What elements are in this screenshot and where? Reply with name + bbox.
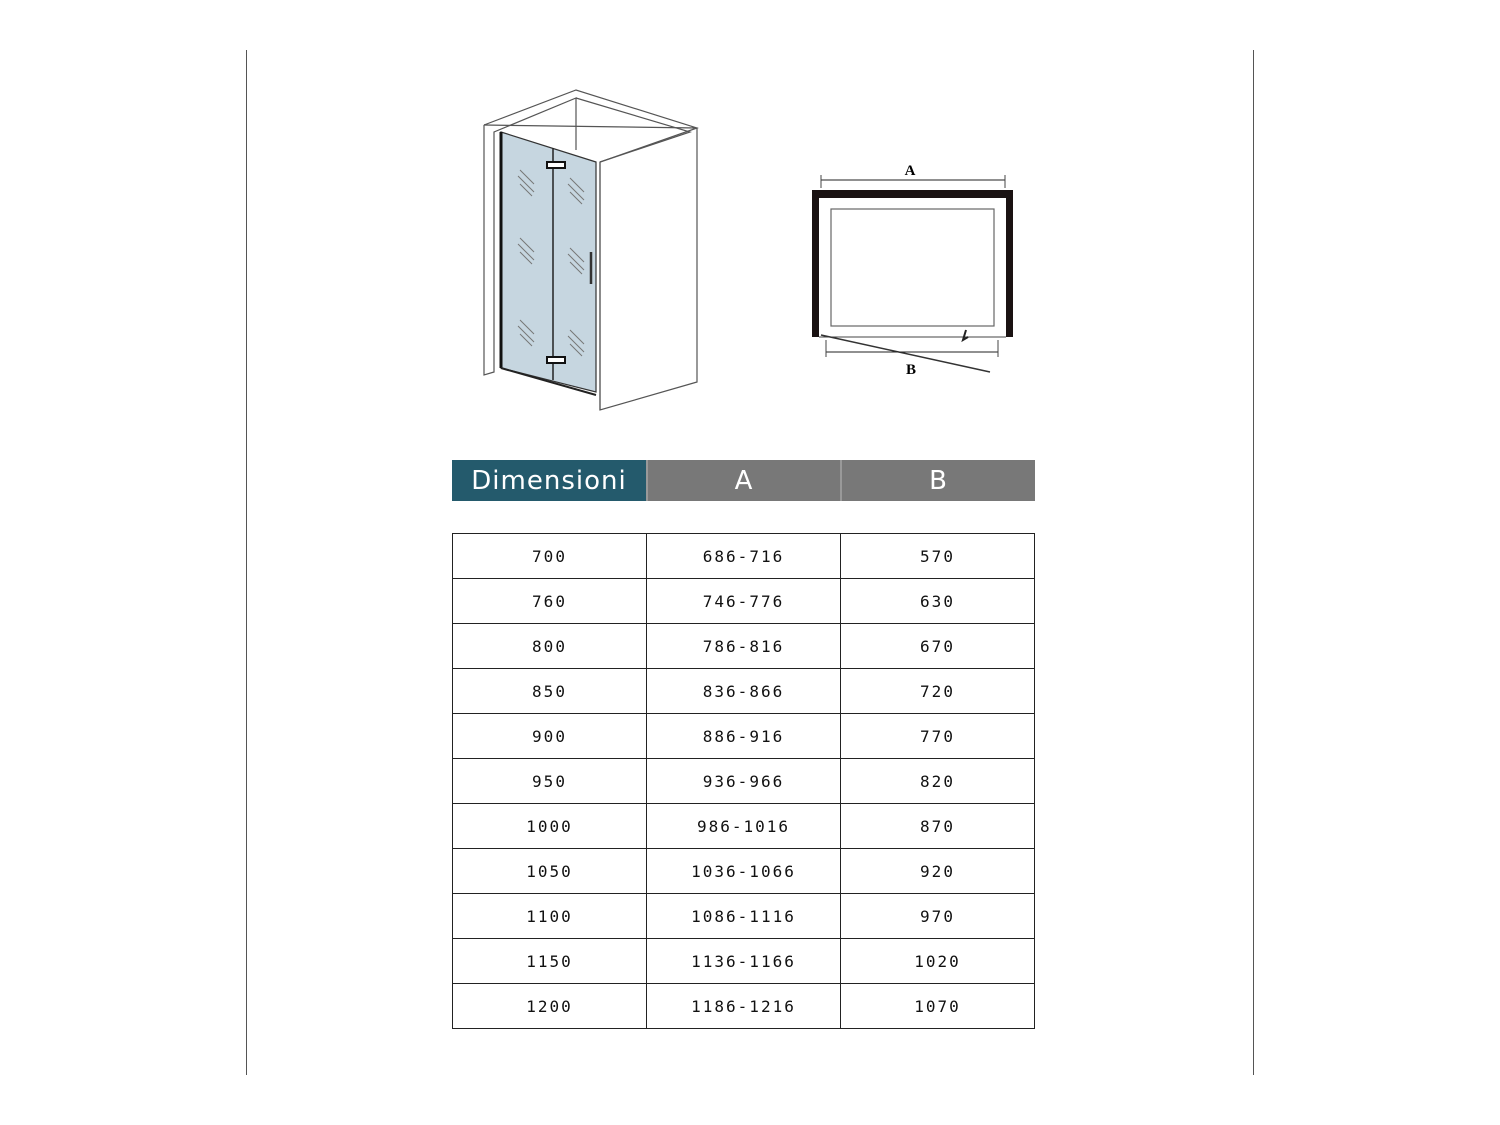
cell-b: 770 [841, 714, 1035, 759]
cell-b: 1070 [841, 984, 1035, 1029]
cell-dimensioni: 850 [453, 669, 647, 714]
cell-a: 886-916 [647, 714, 841, 759]
cell-a: 1086-1116 [647, 894, 841, 939]
cell-a: 746-776 [647, 579, 841, 624]
cell-b: 920 [841, 849, 1035, 894]
table-row [453, 579, 1035, 624]
cell-dimensioni: 700 [453, 534, 647, 579]
cell-b: 670 [841, 624, 1035, 669]
cell-dimensioni: 1100 [453, 894, 647, 939]
cell-dimensioni: 1150 [453, 939, 647, 984]
cell-dimensioni: 760 [453, 579, 647, 624]
cell-b: 870 [841, 804, 1035, 849]
cell-a: 936-966 [647, 759, 841, 804]
cell-a: 1036-1066 [647, 849, 841, 894]
dimensions-table [452, 533, 1035, 1029]
table-row [453, 939, 1035, 984]
dimension-label-b: B [905, 362, 917, 378]
table-row [453, 714, 1035, 759]
shower-diagrams [0, 0, 1500, 450]
table-row [453, 894, 1035, 939]
shower-plan-drawing [812, 163, 1013, 378]
header-dimensioni: Dimensioni [452, 460, 646, 501]
cell-a: 836-866 [647, 669, 841, 714]
cell-dimensioni: 1000 [453, 804, 647, 849]
cell-a: 686-716 [647, 534, 841, 579]
cell-dimensioni: 800 [453, 624, 647, 669]
table-row [453, 759, 1035, 804]
cell-b: 970 [841, 894, 1035, 939]
table-row [453, 984, 1035, 1029]
shower-perspective-drawing [484, 90, 697, 410]
header-b: B [840, 460, 1035, 501]
table-row [453, 849, 1035, 894]
dimension-label-a: A [904, 163, 916, 179]
header-a: A [646, 460, 840, 501]
cell-b: 630 [841, 579, 1035, 624]
cell-a: 786-816 [647, 624, 841, 669]
table-row [453, 624, 1035, 669]
cell-a: 1136-1166 [647, 939, 841, 984]
cell-b: 820 [841, 759, 1035, 804]
table-row [453, 669, 1035, 714]
table-row [453, 534, 1035, 579]
cell-b: 570 [841, 534, 1035, 579]
cell-a: 1186-1216 [647, 984, 841, 1029]
cell-b: 1020 [841, 939, 1035, 984]
cell-b: 720 [841, 669, 1035, 714]
cell-a: 986-1016 [647, 804, 841, 849]
cell-dimensioni: 1050 [453, 849, 647, 894]
cell-dimensioni: 900 [453, 714, 647, 759]
table-header [452, 460, 1035, 501]
table-row [453, 804, 1035, 849]
cell-dimensioni: 1200 [453, 984, 647, 1029]
cell-dimensioni: 950 [453, 759, 647, 804]
